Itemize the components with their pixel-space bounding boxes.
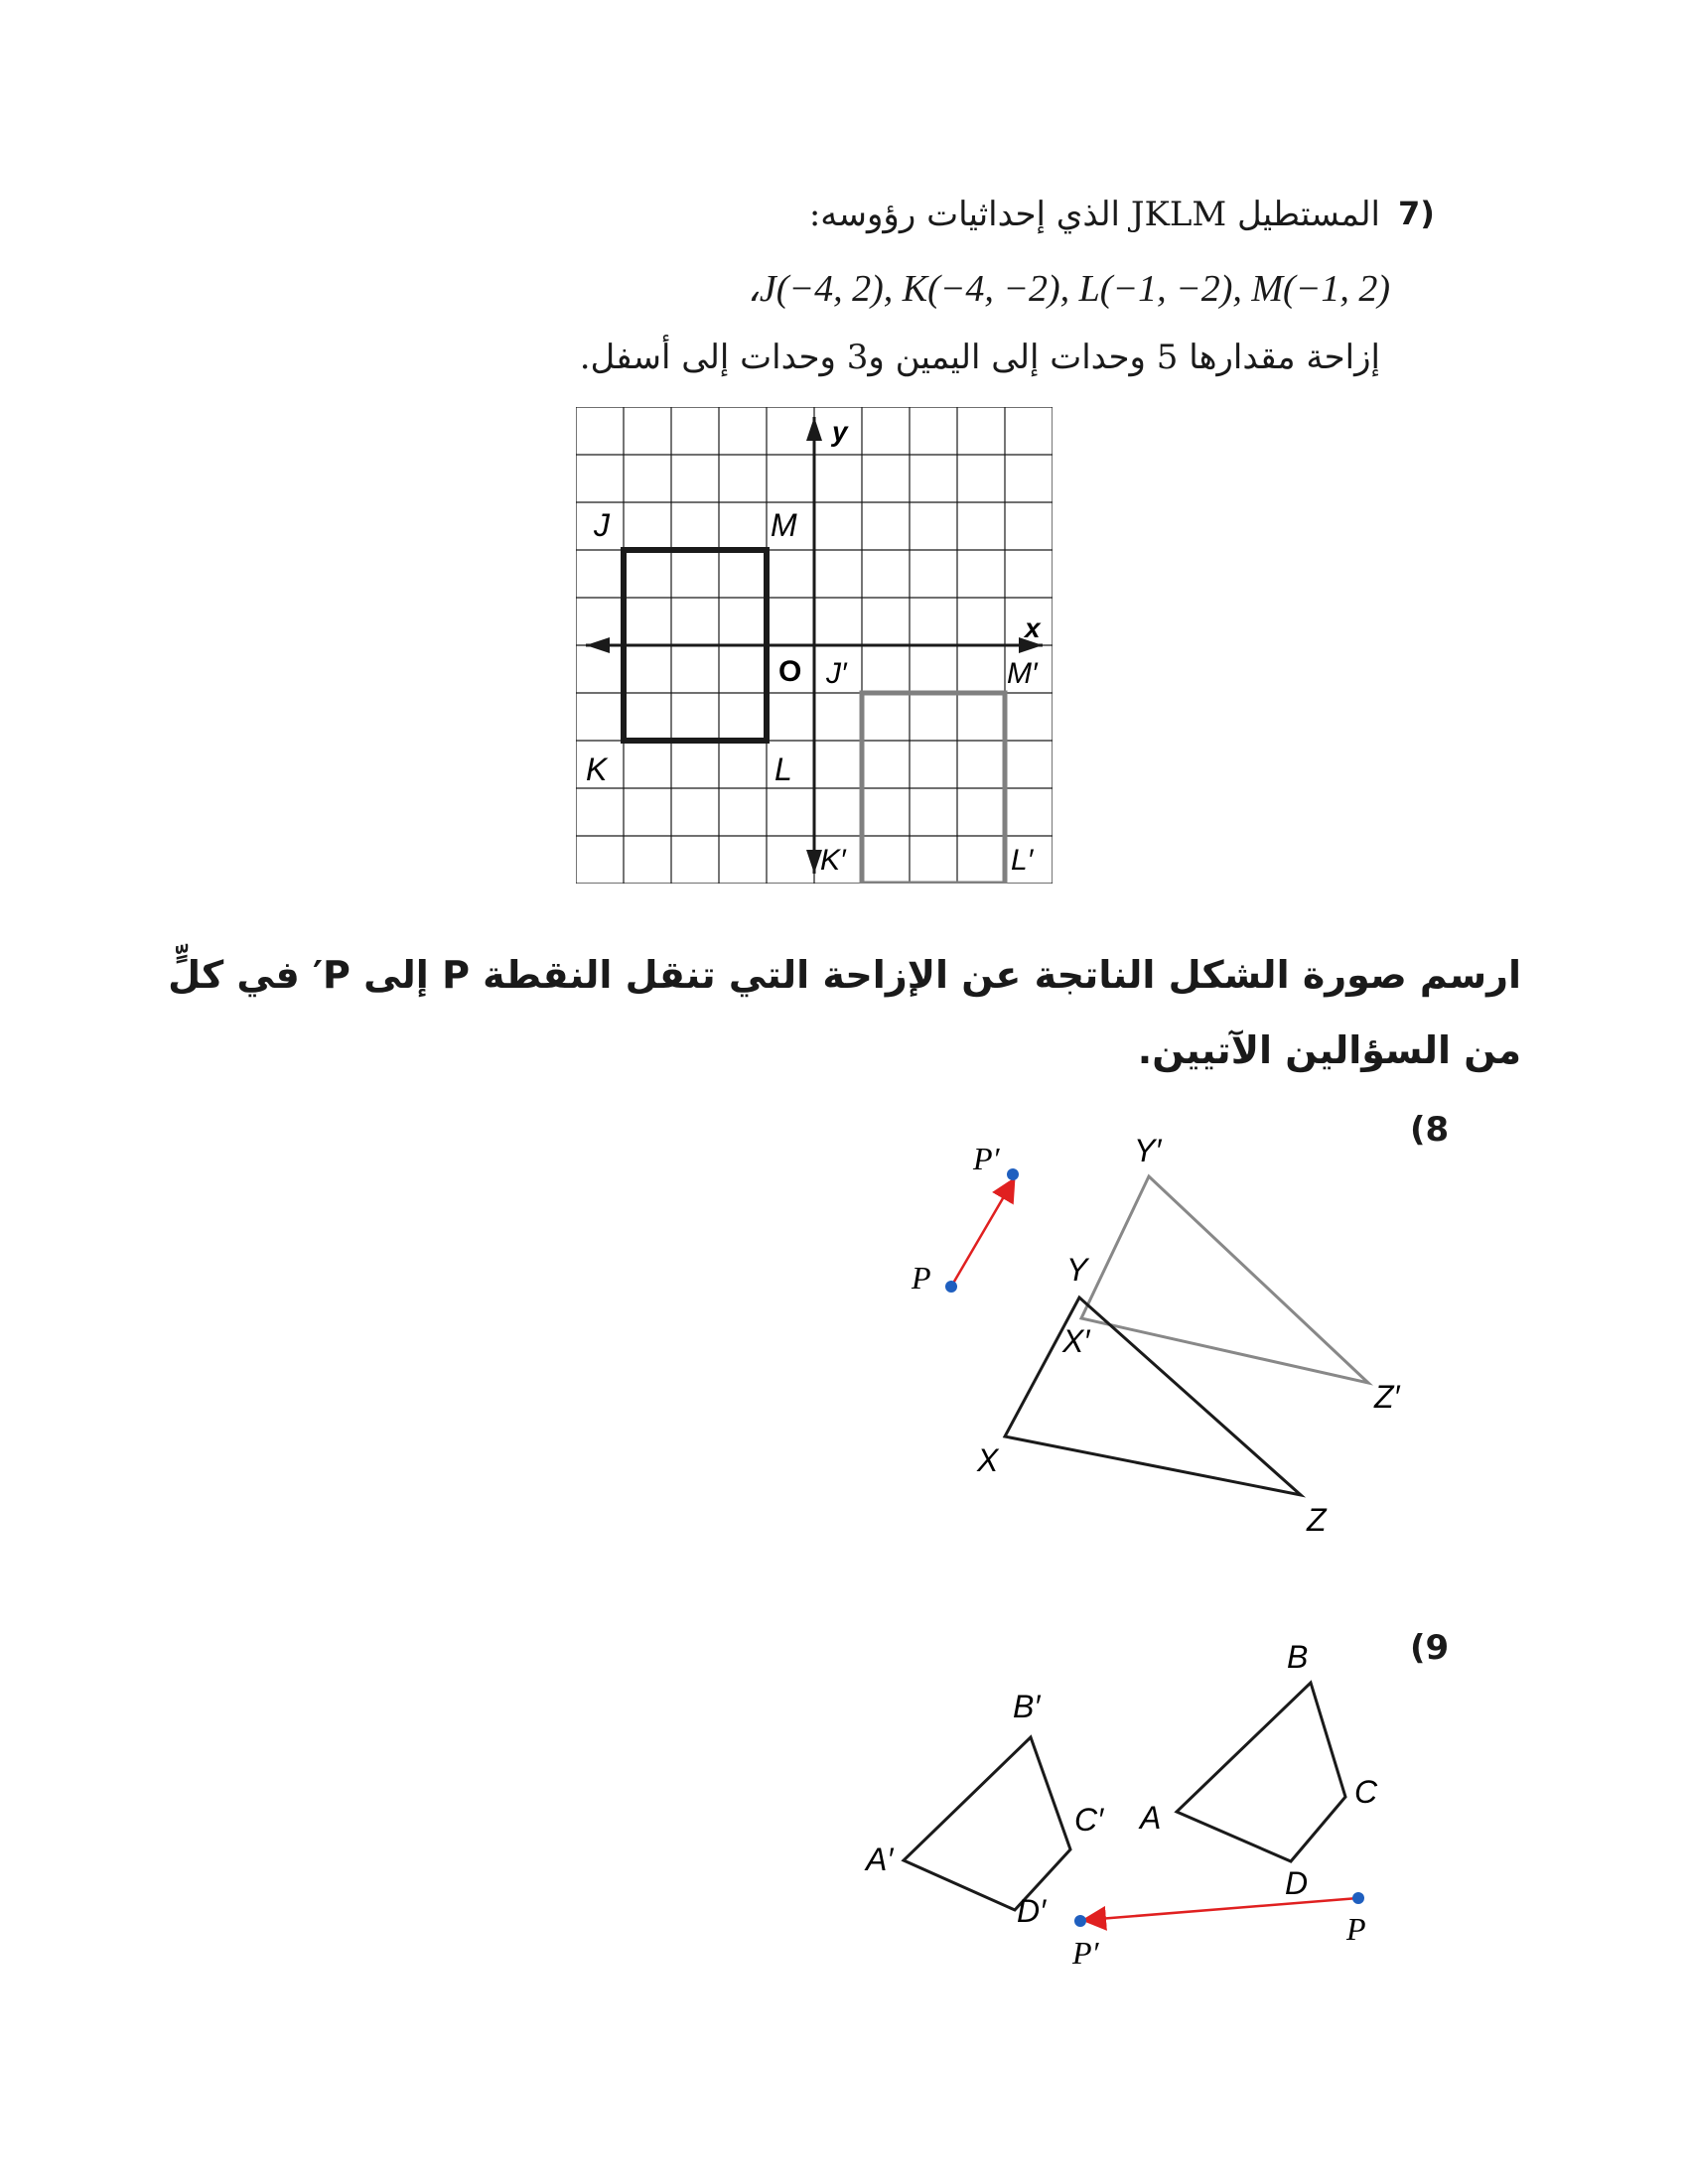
quadrilateral-abcd-image xyxy=(904,1737,1070,1910)
quadrilateral-abcd xyxy=(1177,1683,1345,1861)
point-p-prime xyxy=(1074,1915,1086,1927)
label-K: K xyxy=(586,751,608,787)
instructions-line1: ارسم صورة الشكل الناتجة عن الإزاحة التي تنقل النقطة P إلى P′ في كلٍّ xyxy=(168,953,1521,997)
origin-label: O xyxy=(778,655,802,688)
label-B-prime: B′ xyxy=(1013,1689,1041,1724)
translation-vector xyxy=(1086,1898,1358,1920)
question-7-text-line3: إزاحة مقدارها 5 وحدات إلى اليمين و3 وحدات إلى أسفل. xyxy=(579,338,1380,377)
label-A: A xyxy=(1140,1800,1162,1836)
label-D: D xyxy=(1285,1865,1309,1901)
question-9-figure xyxy=(854,1628,1410,2025)
point-p-prime xyxy=(1007,1168,1019,1180)
instructions-line2: من السؤالين الآتيين. xyxy=(1137,1028,1521,1072)
triangle-xyz xyxy=(1005,1297,1301,1495)
label-J-prime: J′ xyxy=(826,657,847,690)
label-M: M xyxy=(771,507,797,543)
label-Z-prime: Z′ xyxy=(1374,1379,1400,1415)
x-axis-arrow-left xyxy=(586,637,610,653)
question-7-coordinates: ،J(−4, 2), K(−4, −2), L(−1, −2), M(−1, 2) xyxy=(747,268,1390,310)
label-B: B xyxy=(1287,1639,1309,1675)
label-D-prime: D′ xyxy=(1017,1893,1047,1929)
question-8-figure xyxy=(874,1122,1430,1559)
label-P: P xyxy=(1346,1911,1366,1947)
label-P: P xyxy=(912,1260,931,1296)
label-Z: Z xyxy=(1307,1502,1327,1538)
question-7-text-line1: المستطيل JKLM الذي إحداثيات رؤوسه: xyxy=(808,195,1380,234)
label-L: L xyxy=(774,751,792,787)
question-9-number: (9 xyxy=(1410,1628,1450,1668)
label-L-prime: L′ xyxy=(1011,844,1034,877)
label-K-prime: K′ xyxy=(820,844,846,877)
label-C: C xyxy=(1354,1774,1378,1810)
y-axis-label: y xyxy=(832,416,848,447)
label-A-prime: A′ xyxy=(866,1842,894,1877)
x-axis-label: x xyxy=(1025,613,1041,643)
label-J: J xyxy=(594,507,610,543)
label-X-prime: X′ xyxy=(1062,1323,1090,1359)
point-p xyxy=(1352,1892,1364,1904)
label-X: X xyxy=(977,1442,999,1478)
triangle-xyz-image xyxy=(1081,1176,1368,1383)
label-P-prime: P′ xyxy=(973,1141,1000,1176)
question-7-number: 7) xyxy=(1398,195,1435,232)
coordinate-grid xyxy=(576,407,1053,884)
label-M-prime: M′ xyxy=(1007,657,1038,690)
translation-vector xyxy=(951,1181,1013,1287)
label-P-prime: P′ xyxy=(1072,1935,1099,1971)
label-Y-prime: Y′ xyxy=(1134,1133,1162,1168)
question-8-number: (8 xyxy=(1410,1110,1450,1150)
y-axis-arrow-top xyxy=(806,417,822,441)
label-C-prime: C′ xyxy=(1074,1802,1104,1838)
label-Y: Y xyxy=(1066,1252,1088,1288)
point-p xyxy=(945,1281,957,1293)
